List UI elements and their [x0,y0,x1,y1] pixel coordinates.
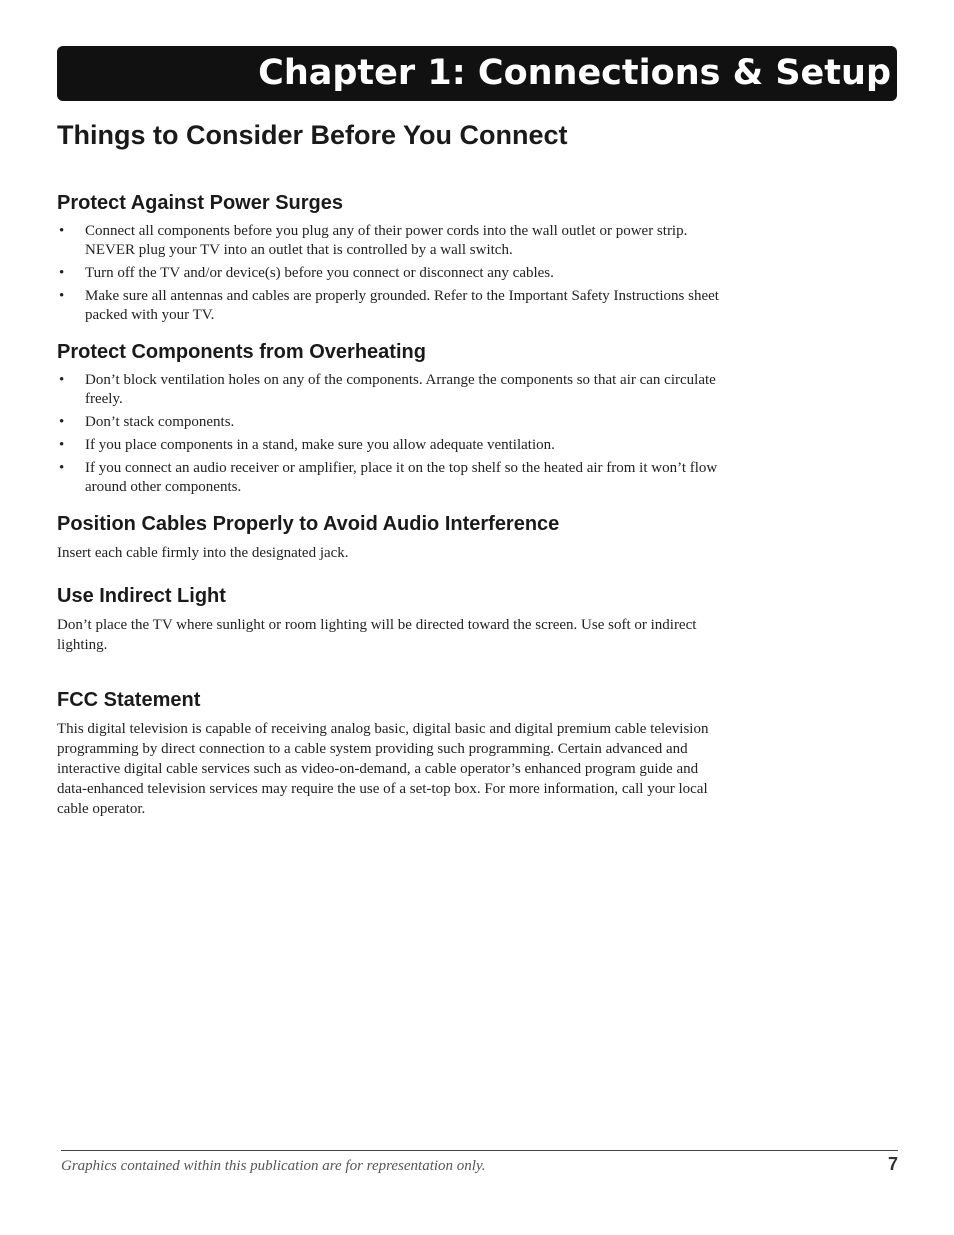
bullet-icon: • [59,288,65,304]
list-item [57,436,727,455]
bullet-icon: • [59,223,65,239]
list-item-text: If you connect an audio receiver or amplifier, place it on the top shelf so the heated air from it won’t flow around other components. [85,460,718,495]
list-item-text: If you place components in a stand, make sure you allow adequate ventilation. [85,437,555,453]
list-item [57,413,727,432]
list-item [57,222,727,260]
bullet-icon: • [59,460,65,476]
page-title: Things to Consider Before You Connect [57,120,568,150]
section-cables [57,511,727,563]
chapter-banner [57,46,897,101]
list-item-text: Turn off the TV and/or device(s) before you connect or disconnect any cables. [85,265,554,281]
section-heading: FCC Statement [57,689,201,711]
list-item [57,264,727,283]
bullet-list [57,222,727,325]
list-item [57,371,727,409]
list-item [57,459,727,497]
footer-note: Graphics contained within this publication are for representation only. [61,1158,486,1174]
section-text: This digital television is capable of receiving analog basic, digital basic and digital premium cable television programming by direct connection to a cable system providing such programming. Certain advanced and interactive digital cable services such as video-on-demand, a cable operator’s enhanced program guide and data-enhanced television services may require the use of a set-top box. For more information, call your local cable operator. [57,721,709,817]
bullet-icon: • [59,414,65,430]
list-item-text: Connect all components before you plug any of their power cords into the wall outlet or power strip. NEVER plug your TV into an outlet that is controlled by a wall switch. [85,223,688,258]
list-item-text: Make sure all antennas and cables are properly grounded. Refer to the Important Safety Instructions sheet packed with your TV. [85,288,719,323]
page-number: 7 [887,1154,898,1174]
bullet-list [57,371,727,497]
chapter-title: Chapter 1: Connections & Setup [258,53,891,93]
section-heading: Use Indirect Light [57,585,226,607]
section-text: Don’t place the TV where sunlight or room lighting will be directed toward the screen. Use soft or indirect lighting. [57,617,697,653]
list-item-text: Don’t block ventilation holes on any of the components. Arrange the components so that air can circulate freely. [85,372,716,407]
section-indirect-light [57,583,727,655]
section-heading: Protect Against Power Surges [57,192,343,214]
bullet-icon: • [59,265,65,281]
footer-divider [61,1150,898,1151]
bullet-icon: • [59,372,65,388]
bullet-icon: • [59,437,65,453]
section-fcc-statement [57,687,727,819]
section-heading: Position Cables Properly to Avoid Audio Interference [57,513,560,535]
section-heading: Protect Components from Overheating [57,341,426,363]
section-power-surges [57,190,727,325]
list-item [57,287,727,325]
section-overheating [57,339,727,497]
section-text: Insert each cable firmly into the designated jack. [57,545,349,561]
main-content [57,190,727,819]
list-item-text: Don’t stack components. [85,414,235,430]
